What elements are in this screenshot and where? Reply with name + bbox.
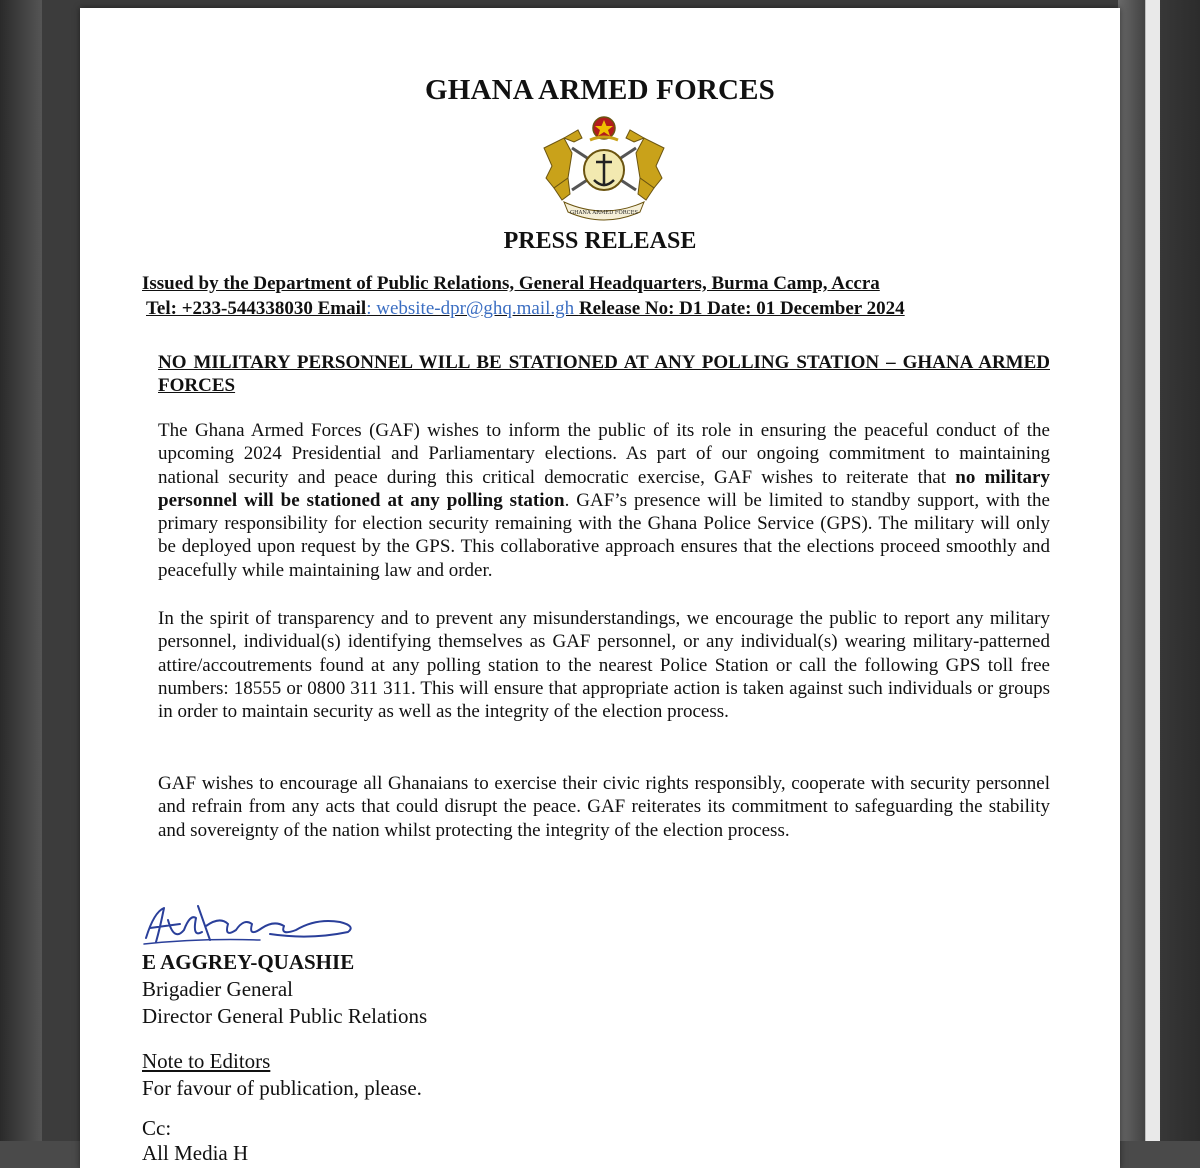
emblem-motto-text: GHANA ARMED FORCES: [570, 210, 638, 216]
organization-title: GHANA ARMED FORCES: [424, 74, 775, 106]
release-info-text: Release No: D1 Date: 01 December 2024: [578, 298, 905, 319]
note-to-editors-body: For favour of publication, please.: [142, 1076, 422, 1100]
signatory-rank: Brigadier General: [142, 977, 294, 1001]
ghana-armed-forces-emblem: [534, 108, 674, 226]
paragraph-1-intro: The Ghana Armed Forces (GAF) wishes to inform the public of its role in ensuring the peaceful conduct of the upcoming 2024 Presidential and Parliamentary elections. As part of our ongoing commitment to maintaining national security and peace during this critical democratic exercise, GAF wishes to reiterate that: [158, 420, 1050, 488]
scrollbar-track[interactable]: [1145, 0, 1160, 1141]
paragraph-1-bold-statement: no military personnel will be stationed at any polling station: [158, 466, 1050, 511]
note-to-editors-heading: Note to Editors: [142, 1049, 271, 1073]
press-release-heading: PRESS RELEASE: [503, 228, 697, 254]
contact-line: [146, 298, 905, 320]
telephone-text: Tel: +233-544338030 Email: [146, 298, 367, 319]
handwritten-signature: [140, 898, 380, 950]
document-page: [80, 8, 1120, 1168]
issued-by-line: Issued by the Department of Public Relations, General Headquarters, Burma Camp, Accra: [142, 273, 880, 294]
email-link[interactable]: : website-dpr@ghq.mail.gh: [366, 298, 579, 319]
cc-recipient: All Media H: [142, 1141, 249, 1165]
body-paragraph-2: In the spirit of transparency and to prevent any misunderstandings, we encourage the public to report any military personnel, individual(s) identifying themselves as GAF personnel, or any individual(s) wearing military-patterned attire/accoutrements found at any polling station to the nearest Police Station or call the following GPS toll free numbers: 18555 or 0800 311 311. This will ensure that appropriate action is taken against such individuals or groups in order to maintain security as well as the integrity of the election process.: [158, 608, 1050, 723]
signatory-name: E AGGREY-QUASHIE: [142, 950, 355, 974]
press-release-headline: NO MILITARY PERSONNEL WILL BE STATIONED AT ANY POLLING STATION – GHANA ARMED FORCES: [158, 352, 1050, 396]
body-paragraph-3: GAF wishes to encourage all Ghanaians to exercise their civic rights responsibly, cooperate with security personnel and refrain from any acts that could disrupt the peace. GAF reiterates its commitment to safeguarding the stability and sovereignty of the nation whilst protecting the integrity of the election process.: [158, 773, 1050, 841]
paragraph-1-rest: . GAF’s presence will be limited to standby support, with the primary responsibility for election security remaining with the Ghana Police Service (GPS). The military will only be deployed upon request by the GPS. This collaborative approach ensures that the elections proceed smoothly and peacefully while maintaining law and order.: [158, 489, 1050, 581]
cc-label: Cc:: [142, 1116, 172, 1140]
left-viewer-edge: [0, 0, 42, 1141]
signatory-title: Director General Public Relations: [142, 1004, 428, 1028]
body-paragraph-1: [158, 419, 1050, 582]
